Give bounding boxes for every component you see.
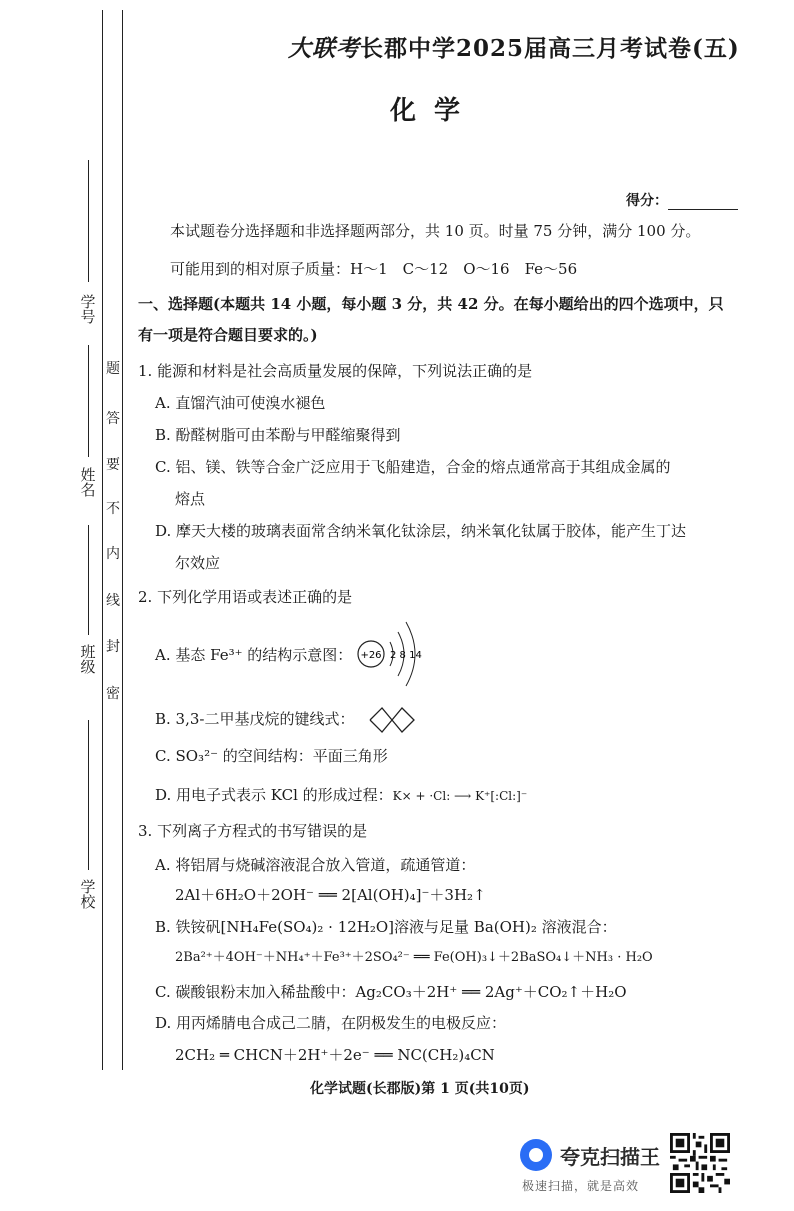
exam-title <box>288 30 740 63</box>
q1-option-b: B. 酚醛树脂可由苯酚与甲醛缩聚得到 <box>155 426 401 444</box>
q1-option-d-cont: 尔效应 <box>175 554 221 572</box>
score-field[interactable] <box>626 190 738 210</box>
q1-option-c-cont: 熔点 <box>175 490 206 508</box>
fe-ion-structure-diagram <box>352 612 432 696</box>
q1-option-a: A. 直馏汽油可使溴水褪色 <box>155 394 326 412</box>
class-label: 班级 <box>80 643 96 676</box>
skeletal-formula-diagram <box>368 702 416 738</box>
section-heading-cont: 有一项是符合题目要求的。) <box>138 326 318 344</box>
seal-char: 题 <box>106 361 120 377</box>
scanner-logo-icon <box>520 1139 552 1171</box>
seal-char: 要 <box>106 457 120 473</box>
subject-title: 化学 <box>390 96 479 126</box>
q2-option-c: C. SO₃²⁻ 的空间结构：平面三角形 <box>155 747 388 765</box>
intro-line-1: 本试题卷分选择题和非选择题两部分，共 10 页。时量 75 分钟，满分 100 分。 <box>170 222 701 240</box>
intro-line-2: 可能用到的相对原子质量：H～1 C～12 O～16 Fe～56 <box>170 260 578 278</box>
q3-option-b-equation: 2Ba²⁺＋4OH⁻＋NH₄⁺＋Fe³⁺＋2SO₄²⁻ ══ Fe(OH)₃↓＋2BaSO₄↓＋NH₃ · H₂O <box>175 950 653 965</box>
school-field[interactable] <box>88 720 89 870</box>
seal-char: 答 <box>106 411 120 427</box>
name-label: 姓名 <box>80 466 96 499</box>
seal-char: 线 <box>106 593 120 609</box>
scanner-slogan: 极速扫描，就是高效 <box>522 1179 640 1193</box>
q1-stem: 1. 能源和材料是社会高质量发展的保障，下列说法正确的是 <box>138 362 533 380</box>
page-footer: 化学试题(长郡版)第 1 页(共10页) <box>310 1081 530 1097</box>
name-field[interactable] <box>88 345 89 457</box>
seal-char: 不 <box>106 501 120 517</box>
student-id-label: 学号 <box>80 293 96 326</box>
nucleus-label: +26 <box>360 650 382 661</box>
q2-option-d-text: D. 用电子式表示 KCl 的形成过程： <box>155 786 393 804</box>
binding-line-outer <box>102 10 103 1070</box>
kcl-formation: K× + ·Cl: ⟶ K⁺[:Cl:]⁻ <box>392 789 528 803</box>
scanner-name: 夸克扫描王 <box>560 1145 660 1169</box>
seal-char: 密 <box>106 686 120 702</box>
class-field[interactable] <box>88 525 89 635</box>
score-blank[interactable] <box>668 196 738 210</box>
q3-option-a: A. 将铝屑与烧碱溶液混合放入管道，疏通管道： <box>155 856 476 874</box>
school-label: 学校 <box>80 878 96 911</box>
binding-line-inner <box>122 10 123 1070</box>
q3-option-c: C. 碳酸银粉末加入稀盐酸中：Ag₂CO₃＋2H⁺ ══ 2Ag⁺＋CO₂↑＋H₂O <box>155 983 627 1001</box>
scanner-watermark <box>520 1133 730 1203</box>
qr-code-icon <box>670 1133 730 1193</box>
q2-option-d <box>155 786 527 804</box>
shell-electrons: 2 8 14 <box>390 650 422 661</box>
q2-option-b: B. 3,3-二甲基戊烷的键线式： <box>155 710 355 728</box>
seal-char: 封 <box>106 639 120 655</box>
q2-stem: 2. 下列化学用语或表述正确的是 <box>138 588 353 606</box>
q3-option-d: D. 用丙烯腈电合成己二腈，在阴极发生的电极反应： <box>155 1014 507 1032</box>
q3-option-b: B. 铁铵矾[NH₄Fe(SO₄)₂ · 12H₂O]溶液与足量 Ba(OH)₂ 溶液混合： <box>155 918 617 936</box>
section-heading: 一、选择题(本题共 14 小题，每小题 3 分，共 42 分。在每小题给出的四个选项中，只 <box>138 295 724 313</box>
q3-stem: 3. 下列离子方程式的书写错误的是 <box>138 822 368 840</box>
title-text: 长郡中学2025届高三月考试卷(五) <box>360 35 740 62</box>
q1-option-d: D. 摩天大楼的玻璃表面常含纳米氧化钛涂层，纳米氧化钛属于胶体，能产生丁达 <box>155 522 687 540</box>
score-label: 得分： <box>626 193 668 209</box>
q1-option-c: C. 铝、镁、铁等合金广泛应用于飞船建造，合金的熔点通常高于其组成金属的 <box>155 458 671 476</box>
seal-char: 内 <box>106 546 120 562</box>
q3-option-d-equation: 2CH₂ ═ CHCN＋2H⁺＋2e⁻ ══ NC(CH₂)₄CN <box>175 1046 495 1064</box>
student-id-field[interactable] <box>88 160 89 282</box>
q2-option-a: A. 基态 Fe³⁺ 的结构示意图： <box>155 646 353 664</box>
brand-name: 大联考 <box>288 35 360 62</box>
q3-option-a-equation: 2Al＋6H₂O＋2OH⁻ ══ 2[Al(OH)₄]⁻＋3H₂↑ <box>175 886 486 904</box>
